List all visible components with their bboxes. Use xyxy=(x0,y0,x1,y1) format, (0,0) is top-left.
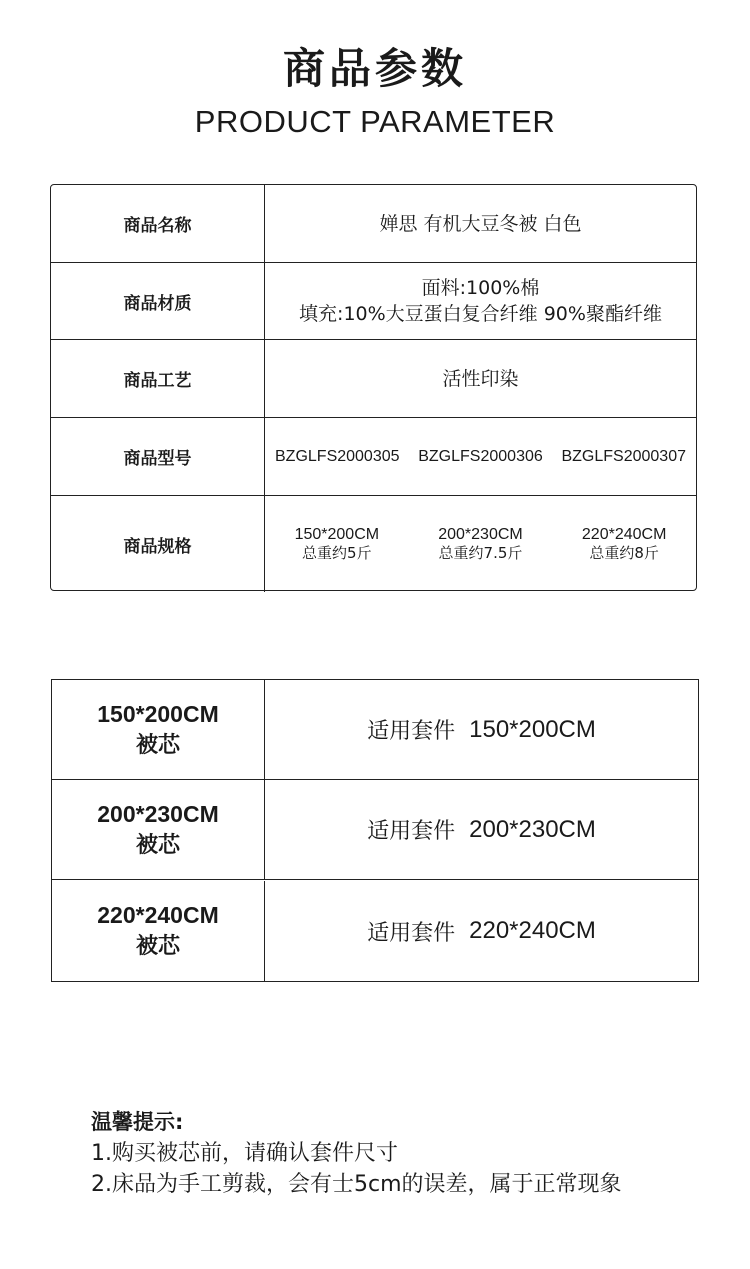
param-label: 商品工艺 xyxy=(51,340,265,417)
param-value xyxy=(265,496,696,592)
craft-value: 活性印染 xyxy=(442,367,519,390)
model-number: BZGLFS2000307 xyxy=(561,447,686,465)
page-title: 商品参数 xyxy=(282,44,467,93)
param-label: 商品名称 xyxy=(51,185,265,262)
size-row xyxy=(52,680,698,780)
param-value xyxy=(265,185,696,262)
tips-title: 温馨提示: xyxy=(91,1110,184,1134)
material-fabric: 面料:100%棉 xyxy=(421,277,540,299)
size-fit xyxy=(265,680,698,779)
spec-item xyxy=(582,526,667,562)
spec-size: 220*240CM xyxy=(581,526,667,543)
core-size: 220*240CM xyxy=(97,902,219,928)
page-subtitle: PRODUCT PARAMETER xyxy=(194,104,556,139)
model-number: BZGLFS2000306 xyxy=(418,447,543,465)
fit-label: 适用套件 xyxy=(367,719,456,744)
spec-weight: 总重约7.5斤 xyxy=(438,544,523,562)
spec-size: 200*230CM xyxy=(438,526,523,543)
param-label: 商品规格 xyxy=(51,496,265,592)
size-label xyxy=(52,881,265,981)
fit-label: 适用套件 xyxy=(367,819,456,844)
size-row xyxy=(52,780,698,880)
size-fit xyxy=(265,780,698,879)
param-value xyxy=(265,263,696,339)
param-row-model xyxy=(51,418,696,496)
fit-size: 220*240CM xyxy=(469,917,596,944)
size-table xyxy=(51,679,699,982)
material-filling: 填充:10%大豆蛋白复合纤维 90%聚酯纤维 xyxy=(299,303,662,325)
core-type: 被芯 xyxy=(135,732,180,758)
model-number: BZGLFS2000305 xyxy=(275,447,400,465)
size-label xyxy=(52,680,265,779)
param-label: 商品型号 xyxy=(51,418,265,495)
core-type: 被芯 xyxy=(135,832,180,858)
spec-weight: 总重约5斤 xyxy=(302,544,372,562)
size-row xyxy=(52,881,698,981)
param-value xyxy=(265,418,696,495)
spec-size: 150*200CM xyxy=(294,526,380,543)
parameter-table xyxy=(50,184,697,591)
tip-line: 1.购买被芯前，请确认套件尺寸 xyxy=(91,1141,398,1166)
size-fit xyxy=(265,881,698,981)
product-name: 婵思 有机大豆冬被 白色 xyxy=(379,212,582,235)
fit-label: 适用套件 xyxy=(367,920,456,946)
tips-section xyxy=(91,1107,622,1200)
spec-item xyxy=(295,526,380,562)
param-label: 商品材质 xyxy=(51,263,265,339)
core-size: 200*230CM xyxy=(97,800,219,827)
core-type: 被芯 xyxy=(135,934,180,959)
fit-size: 150*200CM xyxy=(469,715,596,743)
param-value xyxy=(265,340,696,417)
tip-line: 2.床品为手工剪裁，会有士5cm的误差，属于正常现象 xyxy=(91,1172,622,1197)
core-size: 150*200CM xyxy=(97,700,219,727)
fit-size: 200*230CM xyxy=(469,815,596,843)
spec-weight: 总重约8斤 xyxy=(589,544,659,562)
param-row-craft xyxy=(51,340,696,418)
param-row-name xyxy=(51,185,696,263)
param-row-material xyxy=(51,263,696,340)
size-label xyxy=(52,780,265,879)
spec-item xyxy=(438,526,523,562)
param-row-spec xyxy=(51,496,696,592)
